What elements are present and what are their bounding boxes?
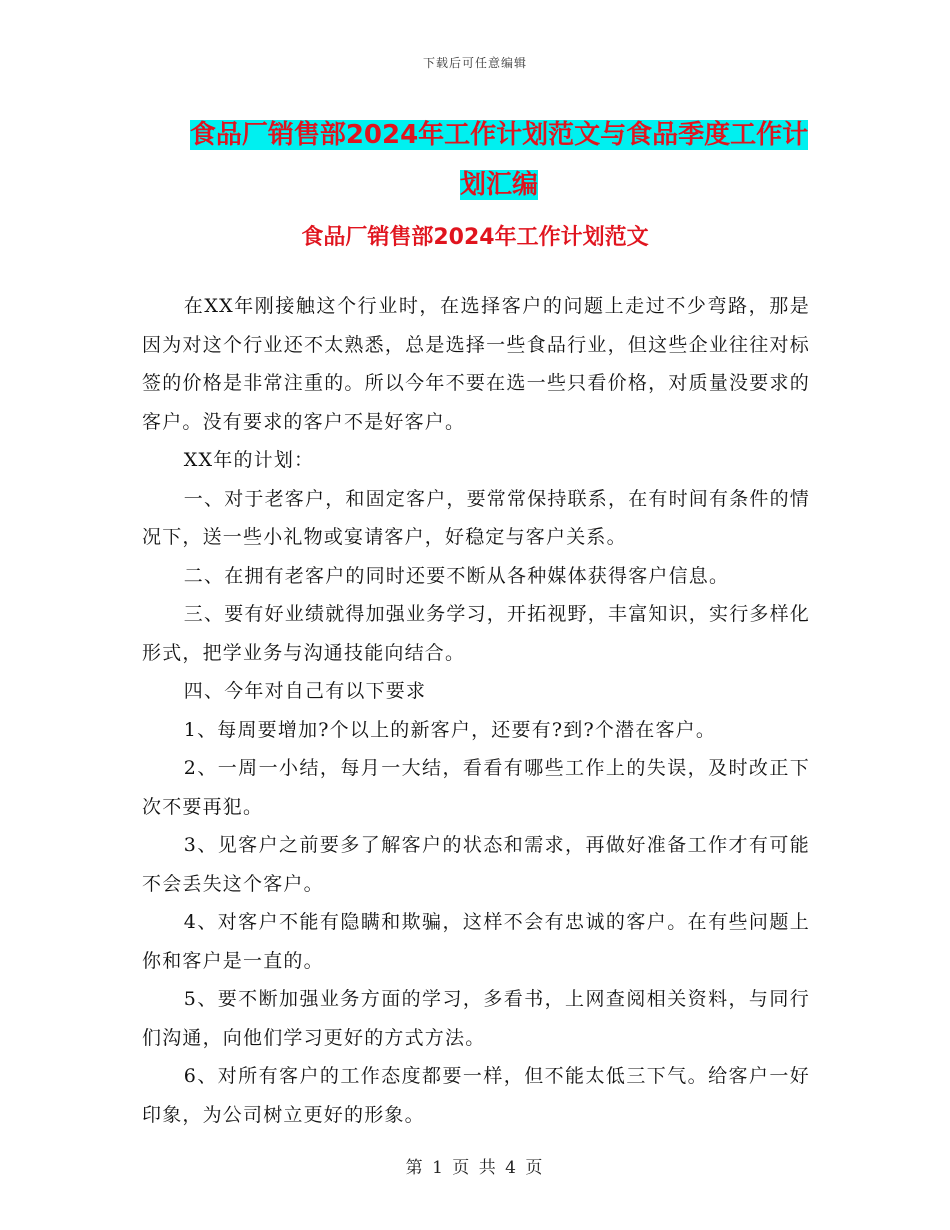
document-title xyxy=(185,110,813,210)
paragraph: 四、今年对自己有以下要求 xyxy=(183,680,427,702)
paragraph: 一、对于老客户，和固定客户，要常常保持联系，在有时间有条件的情况下，送一些小礼物或宴请客户，好稳定与客户关系。 xyxy=(142,487,810,548)
paragraph: 二、在拥有老客户的同时还要不断从各种媒体获得客户信息。 xyxy=(183,564,730,587)
page-footer: 第 1 页 共 4 页 xyxy=(405,1158,545,1178)
document-title-text: 食品厂销售部2024年工作计划范文与食品季度工作计划汇编 xyxy=(189,120,809,200)
document-body xyxy=(142,287,810,1134)
paragraph: XX年的计划： xyxy=(183,449,315,471)
header-note: 下载后可任意编辑 xyxy=(422,56,527,70)
paragraph: 3、见客户之前要多了解客户的状态和需求，再做好准备工作才有可能不会丢失这个客户。 xyxy=(142,834,810,895)
paragraph: 5、要不断加强业务方面的学习，多看书，上网查阅相关资料，与同行们沟通，向他们学习更好的方式方法。 xyxy=(142,988,810,1049)
paragraph: 4、对客户不能有隐瞒和欺骗，这样不会有忠诚的客户。在有些问题上你和客户是一直的。 xyxy=(142,911,810,972)
paragraph: 在XX年刚接触这个行业时，在选择客户的问题上走过不少弯路，那是因为对这个行业还不太熟悉，总是选择一些食品行业，但这些企业往往对标签的价格是非常注重的。所以今年不要在选一些只看价格，对质量没要求的客户。没有要求的客户不是好客户。 xyxy=(142,295,810,433)
paragraph: 6、对所有客户的工作态度都要一样，但不能太低三下气。给客户一好印象，为公司树立更好的形象。 xyxy=(142,1065,810,1126)
paragraph: 三、要有好业绩就得加强业务学习，开拓视野，丰富知识，实行多样化形式，把学业务与沟通技能向结合。 xyxy=(142,603,810,664)
section-title: 食品厂销售部2024年工作计划范文 xyxy=(301,225,649,250)
paragraph: 2、一周一小结，每月一大结，看看有哪些工作上的失误，及时改正下次不要再犯。 xyxy=(142,757,810,818)
paragraph: 1、每周要增加?个以上的新客户，还要有?到?个潜在客户。 xyxy=(183,718,717,741)
